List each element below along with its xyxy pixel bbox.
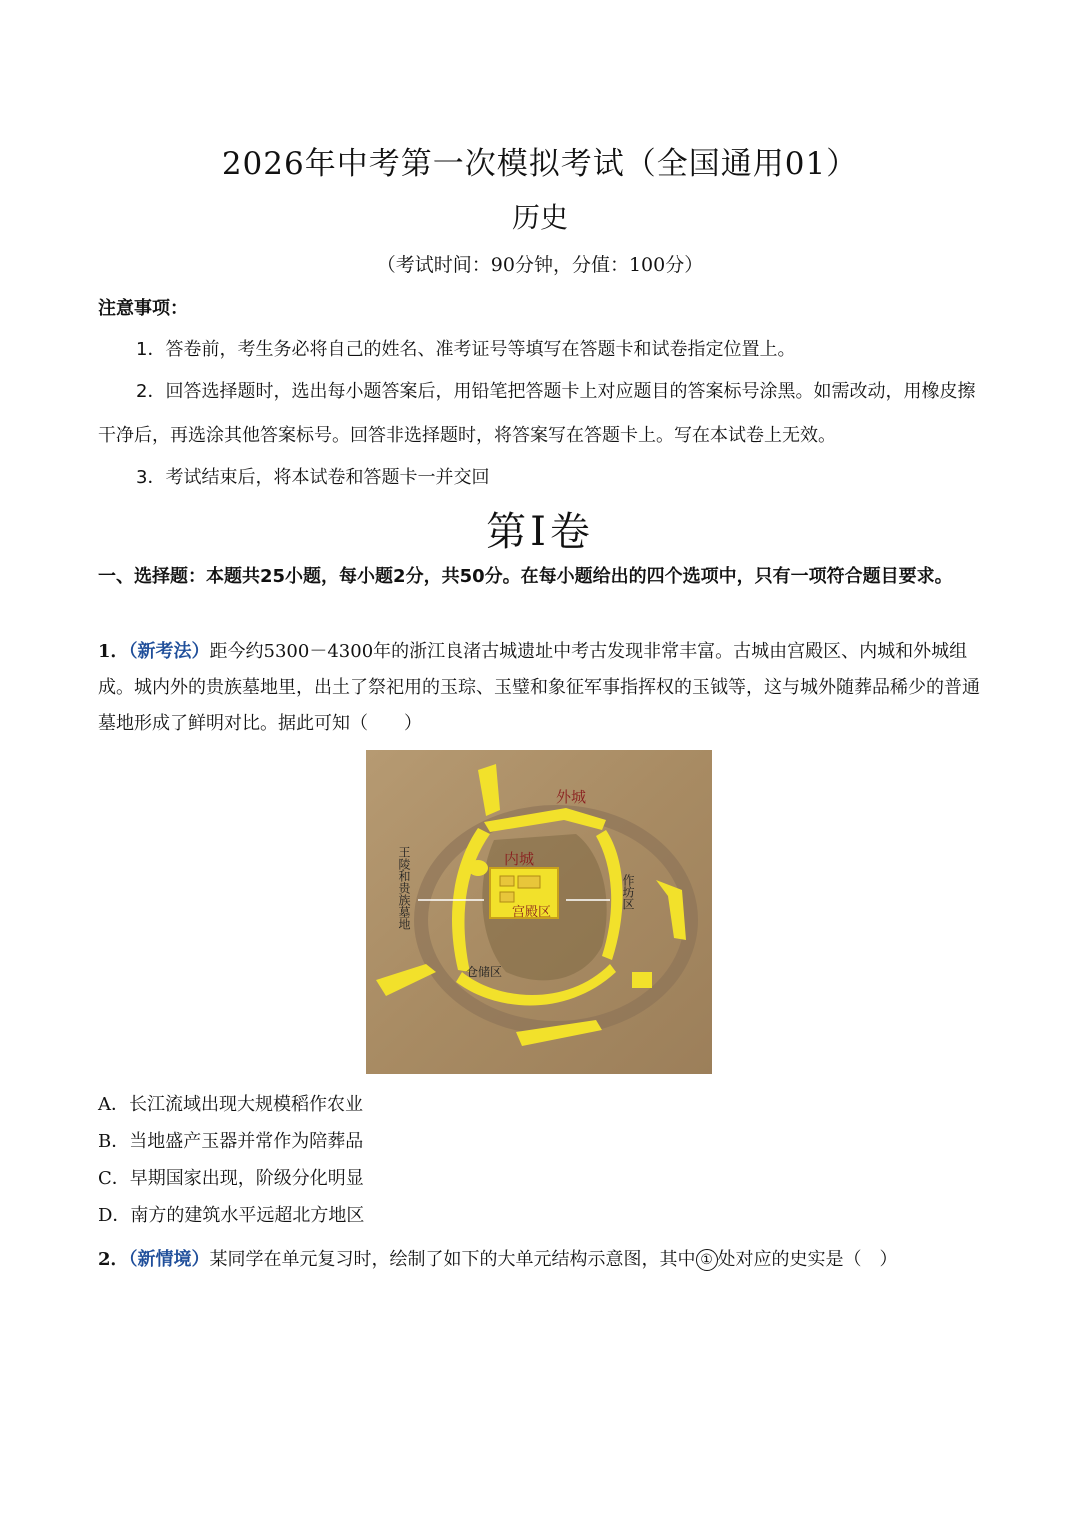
- tomb-site: [468, 860, 488, 876]
- question-1-option-c: C．早期国家出现，阶级分化明显: [98, 1168, 364, 1189]
- question-1-number: 1．: [98, 641, 129, 662]
- question-1-option-d: D．南方的建筑水平远超北方地区: [98, 1205, 365, 1226]
- question-2-text-after: 处对应的史实是（ ）: [717, 1249, 898, 1270]
- question-2-marker: ①: [696, 1249, 718, 1271]
- question-1: [98, 634, 988, 742]
- question-1-text: 距今约5300－4300年的浙江良渚古城遗址中考古发现非常丰富。古城由宫殿区、内城和外城组成。城内外的贵族墓地里，出土了祭祀用的玉琮、玉璧和象征军事指挥权的玉钺等，这与城外随葬品稀少的普通墓地形成了鲜明对比。据此可知（ ）: [98, 641, 980, 734]
- notice-item-3: 3．考试结束后，将本试卷和答题卡一并交回: [136, 467, 490, 488]
- volume-heading: 第Ⅰ卷: [486, 509, 594, 555]
- label-outer-city: 外城: [556, 788, 587, 806]
- question-1-option-a: A．长江流域出现大规模稻作农业: [98, 1094, 363, 1115]
- label-tombs: 王陵和贵族墓地: [397, 846, 411, 930]
- question-2-tag: （新情境）: [128, 1249, 210, 1270]
- exam-subject: 历史: [511, 201, 568, 234]
- question-2-text-before: 某同学在单元复习时，绘制了如下的大单元结构示意图，其中: [209, 1249, 696, 1270]
- question-2: [98, 1245, 988, 1271]
- notice-item-2: 2．回答选择题时，选出每小题答案后，用铅笔把答题卡上对应题目的答案标号涂黑。如需改动，用橡皮擦干净后，再选涂其他答案标号。回答非选择题时，将答案写在答题卡上。写在本试卷上无效。: [98, 381, 976, 446]
- question-1-option-b: B．当地盛产玉器并常作为陪葬品: [98, 1131, 364, 1152]
- palace-building-2: [518, 876, 540, 888]
- section-instructions: 一、选择题：本题共25小题，每小题2分，共50分。在每小题给出的四个选项中，只有一项符合题目要求。: [98, 566, 953, 587]
- question-2-number: 2．: [98, 1249, 129, 1270]
- question-1-tag: （新考法）: [128, 641, 210, 662]
- notice-heading: 注意事项：: [98, 298, 188, 319]
- label-storage: 仓储区: [466, 965, 503, 979]
- label-inner-city: 内城: [504, 850, 535, 868]
- outer-site-block: [632, 972, 652, 988]
- notice-item-1: 1．答卷前，考生务必将自己的姓名、准考证号等填写在答题卡和试卷指定位置上。: [136, 339, 796, 360]
- label-palace: 宫殿区: [512, 905, 552, 920]
- exam-title: 2026年中考第一次模拟考试（全国通用01）: [221, 146, 859, 182]
- palace-building-3: [500, 892, 514, 902]
- label-workshop: 作坊区: [621, 874, 635, 910]
- exam-meta: （考试时间：90分钟，分值：100分）: [376, 254, 704, 276]
- palace-building-1: [500, 876, 514, 886]
- liangzhu-site-map: [366, 750, 712, 1074]
